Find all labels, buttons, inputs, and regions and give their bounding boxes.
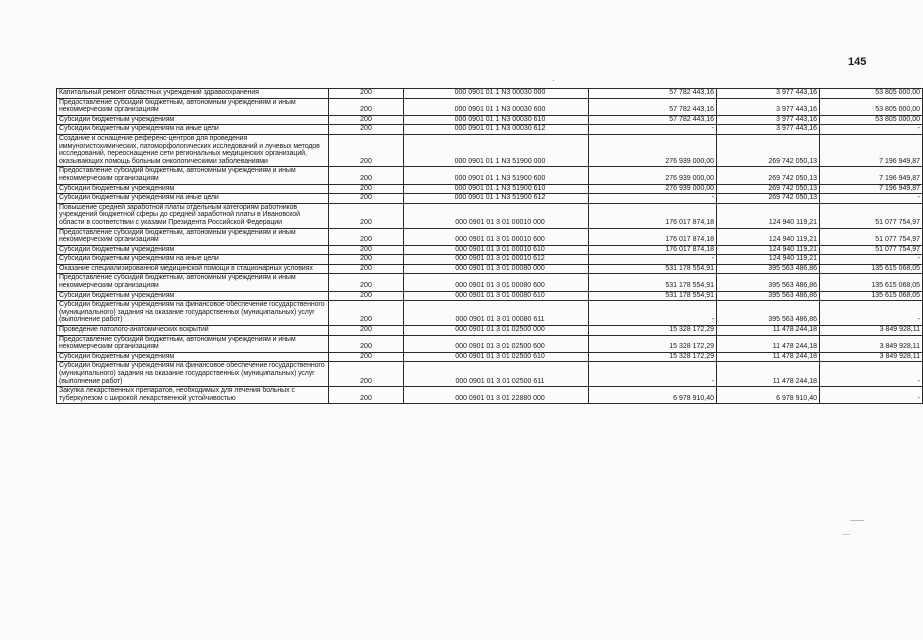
unexecuted-amount-cell: - bbox=[820, 125, 923, 135]
budget-classification-code-cell: 000 0901 01 1 N3 51900 610 bbox=[404, 184, 589, 194]
budget-classification-code-cell: 000 0901 01 1 N3 00030 610 bbox=[404, 115, 589, 125]
approved-amount-cell: 57 782 443,16 bbox=[589, 98, 717, 115]
unexecuted-amount-cell: 53 805 000,00 bbox=[820, 115, 923, 125]
executed-amount-cell: 395 563 486,86 bbox=[717, 291, 820, 301]
executed-amount-cell: 11 478 244,18 bbox=[717, 326, 820, 336]
budget-classification-code-cell: 000 0901 01 1 N3 51900 612 bbox=[404, 194, 589, 204]
executed-amount-cell: 269 742 050,13 bbox=[717, 184, 820, 194]
unexecuted-amount-cell: 7 196 949,87 bbox=[820, 184, 923, 194]
table-row bbox=[57, 184, 923, 194]
unexecuted-amount-cell: - bbox=[820, 362, 923, 387]
expense-type-code-cell: 200 bbox=[329, 352, 404, 362]
budget-classification-code-cell: 000 0901 01 3 01 02500 600 bbox=[404, 335, 589, 352]
unexecuted-amount-cell: 135 615 068,05 bbox=[820, 264, 923, 274]
unexecuted-amount-cell: 3 849 928,11 bbox=[820, 352, 923, 362]
executed-amount-cell: 3 977 443,16 bbox=[717, 89, 820, 99]
approved-amount-cell: 531 178 554,91 bbox=[589, 291, 717, 301]
unexecuted-amount-cell: - bbox=[820, 301, 923, 326]
unexecuted-amount-cell: - bbox=[820, 255, 923, 265]
executed-amount-cell: 124 940 119,21 bbox=[717, 245, 820, 255]
expense-type-code-cell: 200 bbox=[329, 89, 404, 99]
expense-type-code-cell: 200 bbox=[329, 326, 404, 336]
approved-amount-cell: 6 978 910,40 bbox=[589, 387, 717, 404]
approved-amount-cell: - bbox=[589, 125, 717, 135]
expense-type-code-cell: 200 bbox=[329, 264, 404, 274]
budget-classification-code-cell: 000 0901 01 3 01 00010 600 bbox=[404, 228, 589, 245]
table-row bbox=[57, 89, 923, 99]
budget-classification-code-cell: 000 0901 01 3 01 00080 000 bbox=[404, 264, 589, 274]
table-row bbox=[57, 167, 923, 184]
expense-type-code-cell: 200 bbox=[329, 362, 404, 387]
approved-amount-cell: - bbox=[589, 301, 717, 326]
expense-name-cell: Субсидии бюджетным учреждениям на финансовое обеспечение государственного (муниципального) задания на оказание государственных (муниципальных) услуг (выполнение работ) bbox=[57, 301, 329, 326]
unexecuted-amount-cell: 3 849 928,11 bbox=[820, 335, 923, 352]
expense-name-cell: Повышение средней заработной платы отдельным категориям работников учреждений бюджетной сферы до средней заработной платы в Ивановской области в соответствии с указами Президента Российской Федерации bbox=[57, 203, 329, 228]
approved-amount-cell: 57 782 443,16 bbox=[589, 115, 717, 125]
table-row bbox=[57, 291, 923, 301]
unexecuted-amount-cell: 53 805 000,00 bbox=[820, 98, 923, 115]
table-row bbox=[57, 301, 923, 326]
expense-name-cell: Субсидии бюджетным учреждениям bbox=[57, 184, 329, 194]
executed-amount-cell: 6 978 910,40 bbox=[717, 387, 820, 404]
expense-type-code-cell: 200 bbox=[329, 203, 404, 228]
executed-amount-cell: 3 977 443,16 bbox=[717, 125, 820, 135]
table-row bbox=[57, 274, 923, 291]
page-number: 145 bbox=[848, 56, 867, 68]
budget-table bbox=[56, 88, 923, 404]
budget-classification-code-cell: 000 0901 01 1 N3 51900 600 bbox=[404, 167, 589, 184]
executed-amount-cell: 3 977 443,16 bbox=[717, 98, 820, 115]
approved-amount-cell: 276 939 000,00 bbox=[589, 167, 717, 184]
approved-amount-cell: 276 939 000,00 bbox=[589, 184, 717, 194]
unexecuted-amount-cell: 51 077 754,97 bbox=[820, 203, 923, 228]
executed-amount-cell: 11 478 244,18 bbox=[717, 352, 820, 362]
budget-classification-code-cell: 000 0901 01 1 N3 00030 612 bbox=[404, 125, 589, 135]
table-row bbox=[57, 134, 923, 166]
budget-classification-code-cell: 000 0901 01 3 01 02500 611 bbox=[404, 362, 589, 387]
budget-classification-code-cell: 000 0901 01 3 01 22880 000 bbox=[404, 387, 589, 404]
table-row bbox=[57, 387, 923, 404]
expense-type-code-cell: 200 bbox=[329, 255, 404, 265]
expense-name-cell: Субсидии бюджетным учреждениям на иные цели bbox=[57, 194, 329, 204]
expense-type-code-cell: 200 bbox=[329, 115, 404, 125]
expense-name-cell: Создание и оснащение референс-центров для проведения иммуногистохимических, патоморфологических исследований и лучевых методов исследований, переоснащение сети региональных медицинских организаций, оказывающих помощь больным онкологическими заболеваниями bbox=[57, 134, 329, 166]
expense-name-cell: Оказание специализированной медицинской помощи в стационарных условиях bbox=[57, 264, 329, 274]
unexecuted-amount-cell: 3 849 928,11 bbox=[820, 326, 923, 336]
expense-type-code-cell: 200 bbox=[329, 194, 404, 204]
executed-amount-cell: 11 478 244,18 bbox=[717, 362, 820, 387]
executed-amount-cell: 395 563 486,86 bbox=[717, 264, 820, 274]
unexecuted-amount-cell: 7 196 949,87 bbox=[820, 134, 923, 166]
expense-type-code-cell: 200 bbox=[329, 291, 404, 301]
approved-amount-cell: 176 017 874,18 bbox=[589, 203, 717, 228]
budget-classification-code-cell: 000 0901 01 1 N3 51900 000 bbox=[404, 134, 589, 166]
expense-name-cell: Предоставление субсидий бюджетным, автономным учреждениям и иным некоммерческим организациям bbox=[57, 274, 329, 291]
expense-name-cell: Предоставление субсидий бюджетным, автономным учреждениям и иным некоммерческим организациям bbox=[57, 335, 329, 352]
executed-amount-cell: 124 940 119,21 bbox=[717, 203, 820, 228]
budget-classification-code-cell: 000 0901 01 3 01 02500 610 bbox=[404, 352, 589, 362]
expense-type-code-cell: 200 bbox=[329, 387, 404, 404]
approved-amount-cell: 176 017 874,18 bbox=[589, 228, 717, 245]
table-row bbox=[57, 125, 923, 135]
table-row bbox=[57, 115, 923, 125]
expense-name-cell: Капитальный ремонт областных учреждений здравоохранения bbox=[57, 89, 329, 99]
table-row bbox=[57, 352, 923, 362]
budget-classification-code-cell: 000 0901 01 3 01 00080 611 bbox=[404, 301, 589, 326]
expense-type-code-cell: 200 bbox=[329, 125, 404, 135]
approved-amount-cell: 15 328 172,29 bbox=[589, 352, 717, 362]
approved-amount-cell: 15 328 172,29 bbox=[589, 335, 717, 352]
expense-type-code-cell: 200 bbox=[329, 134, 404, 166]
table-row bbox=[57, 335, 923, 352]
table-row bbox=[57, 228, 923, 245]
budget-classification-code-cell: 000 0901 01 3 01 02500 000 bbox=[404, 326, 589, 336]
unexecuted-amount-cell: 51 077 754,97 bbox=[820, 228, 923, 245]
expense-name-cell: Предоставление субсидий бюджетным, автономным учреждениям и иным некоммерческим организациям bbox=[57, 167, 329, 184]
approved-amount-cell: 176 017 874,18 bbox=[589, 245, 717, 255]
expense-type-code-cell: 200 bbox=[329, 184, 404, 194]
executed-amount-cell: 124 940 119,21 bbox=[717, 255, 820, 265]
approved-amount-cell: - bbox=[589, 194, 717, 204]
executed-amount-cell: 124 940 119,21 bbox=[717, 228, 820, 245]
unexecuted-amount-cell: - bbox=[820, 387, 923, 404]
expense-name-cell: Субсидии бюджетным учреждениям bbox=[57, 115, 329, 125]
executed-amount-cell: 269 742 050,13 bbox=[717, 167, 820, 184]
unexecuted-amount-cell: 135 615 068,05 bbox=[820, 291, 923, 301]
budget-classification-code-cell: 000 0901 01 3 01 00010 610 bbox=[404, 245, 589, 255]
approved-amount-cell: 531 178 554,91 bbox=[589, 274, 717, 291]
executed-amount-cell: 11 478 244,18 bbox=[717, 335, 820, 352]
expense-type-code-cell: 200 bbox=[329, 98, 404, 115]
executed-amount-cell: 395 563 486,86 bbox=[717, 274, 820, 291]
expense-type-code-cell: 200 bbox=[329, 301, 404, 326]
expense-name-cell: Предоставление субсидий бюджетным, автономным учреждениям и иным некоммерческим организациям bbox=[57, 228, 329, 245]
table-row bbox=[57, 98, 923, 115]
table-row bbox=[57, 245, 923, 255]
approved-amount-cell: - bbox=[589, 255, 717, 265]
table-row bbox=[57, 264, 923, 274]
executed-amount-cell: 3 977 443,16 bbox=[717, 115, 820, 125]
expense-type-code-cell: 200 bbox=[329, 167, 404, 184]
expense-type-code-cell: 200 bbox=[329, 228, 404, 245]
executed-amount-cell: 269 742 050,13 bbox=[717, 194, 820, 204]
expense-name-cell: Субсидии бюджетным учреждениям на иные цели bbox=[57, 255, 329, 265]
expense-type-code-cell: 200 bbox=[329, 335, 404, 352]
executed-amount-cell: 269 742 050,13 bbox=[717, 134, 820, 166]
table-row bbox=[57, 326, 923, 336]
budget-classification-code-cell: 000 0901 01 1 N3 00030 600 bbox=[404, 98, 589, 115]
budget-classification-code-cell: 000 0901 01 3 01 00080 610 bbox=[404, 291, 589, 301]
expense-name-cell: Предоставление субсидий бюджетным, автономным учреждениям и иным некоммерческим организациям bbox=[57, 98, 329, 115]
unexecuted-amount-cell: - bbox=[820, 194, 923, 204]
expense-name-cell: Субсидии бюджетным учреждениям на финансовое обеспечение государственного (муниципального) задания на оказание государственных (муниципальных) услуг (выполнение работ) bbox=[57, 362, 329, 387]
table-row bbox=[57, 255, 923, 265]
executed-amount-cell: 395 563 486,86 bbox=[717, 301, 820, 326]
table-row bbox=[57, 362, 923, 387]
approved-amount-cell: - bbox=[589, 362, 717, 387]
budget-classification-code-cell: 000 0901 01 3 01 00010 612 bbox=[404, 255, 589, 265]
approved-amount-cell: 276 939 000,00 bbox=[589, 134, 717, 166]
expense-name-cell: Субсидии бюджетным учреждениям на иные цели bbox=[57, 125, 329, 135]
expense-name-cell: Субсидии бюджетным учреждениям bbox=[57, 352, 329, 362]
expense-name-cell: Закупка лекарственных препаратов, необходимых для лечения больных с туберкулезом с широкой лекарственной устойчивостью bbox=[57, 387, 329, 404]
expense-name-cell: Субсидии бюджетным учреждениям bbox=[57, 245, 329, 255]
table-row bbox=[57, 203, 923, 228]
approved-amount-cell: 57 782 443,16 bbox=[589, 89, 717, 99]
expense-name-cell: Проведение патолого-анатомических вскрытий bbox=[57, 326, 329, 336]
approved-amount-cell: 531 178 554,91 bbox=[589, 264, 717, 274]
budget-classification-code-cell: 000 0901 01 1 N3 00030 000 bbox=[404, 89, 589, 99]
unexecuted-amount-cell: 51 077 754,97 bbox=[820, 245, 923, 255]
expense-type-code-cell: 200 bbox=[329, 245, 404, 255]
unexecuted-amount-cell: 53 805 000,00 bbox=[820, 89, 923, 99]
table-row bbox=[57, 194, 923, 204]
unexecuted-amount-cell: 135 615 068,05 bbox=[820, 274, 923, 291]
approved-amount-cell: 15 328 172,29 bbox=[589, 326, 717, 336]
unexecuted-amount-cell: 7 196 949,87 bbox=[820, 167, 923, 184]
expense-name-cell: Субсидии бюджетным учреждениям bbox=[57, 291, 329, 301]
budget-classification-code-cell: 000 0901 01 3 01 00080 600 bbox=[404, 274, 589, 291]
budget-classification-code-cell: 000 0901 01 3 01 00010 000 bbox=[404, 203, 589, 228]
expense-type-code-cell: 200 bbox=[329, 274, 404, 291]
